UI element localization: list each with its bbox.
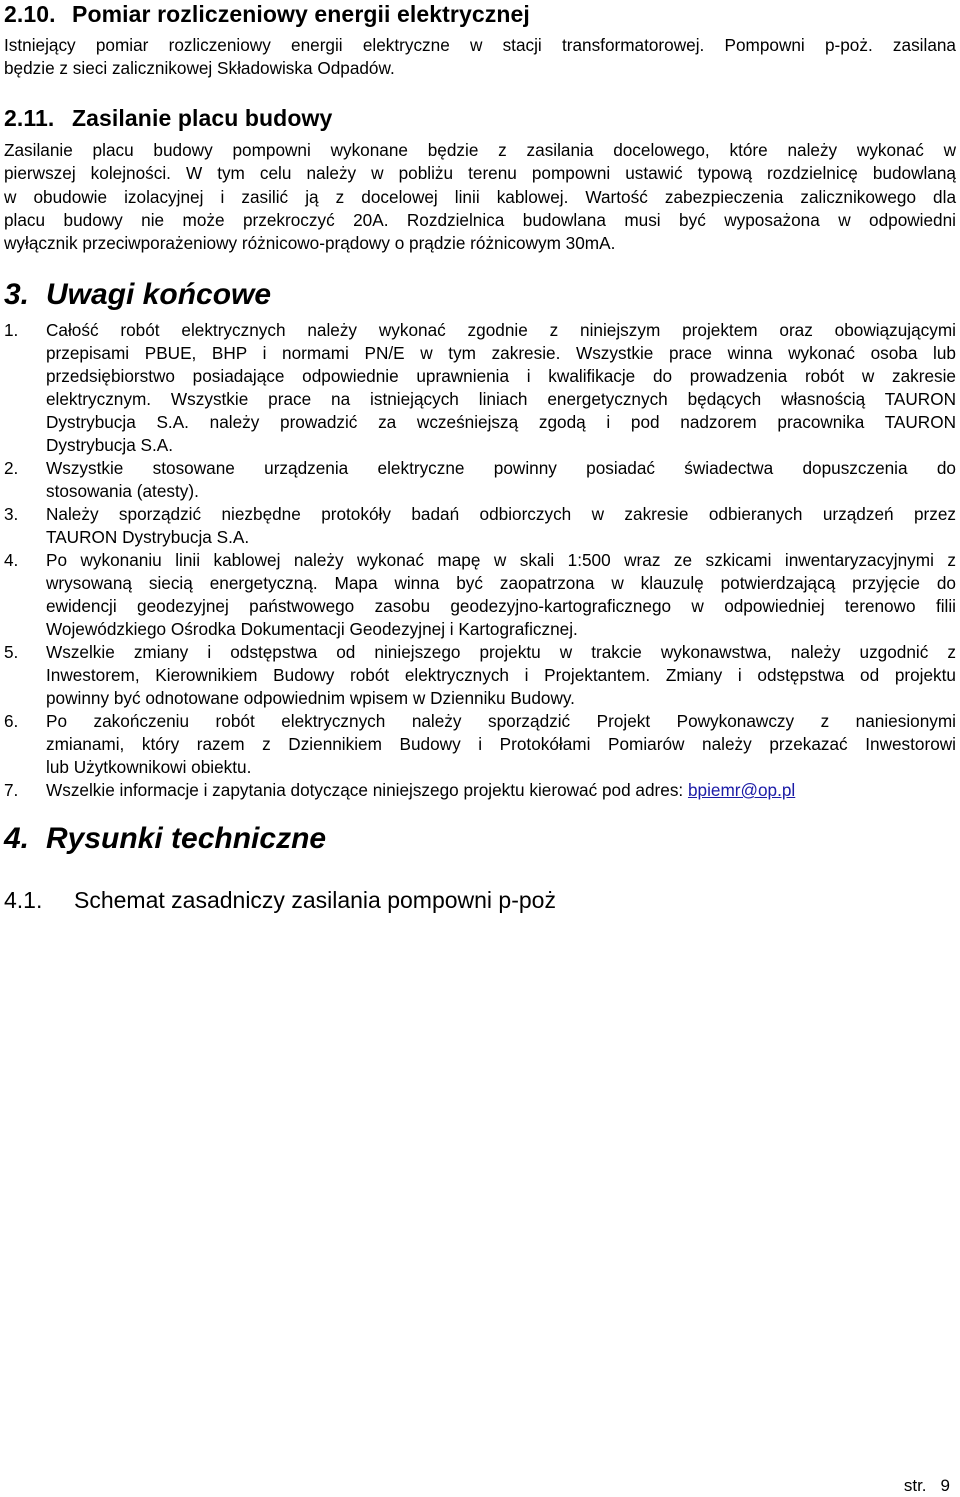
page-number: 9 — [940, 1476, 950, 1495]
list-item — [4, 503, 956, 549]
section-heading-4-1 — [4, 887, 556, 914]
list-item-number: 6. — [4, 711, 19, 731]
paragraph-line: będzie z sieci zalicznikowej Składowiska Odpadów. — [4, 58, 395, 79]
paragraph-line: pierwszej kolejności. W tym celu należy w pobliżu terenu pompowni ustawić typową rozdzielnicę budowlaną — [4, 163, 956, 184]
section-heading-2-10 — [4, 1, 530, 28]
list-item-line: Wojewódzkiego Ośrodka Dokumentacji Geodezyjnej i Kartograficznej. — [46, 619, 578, 639]
list-item-line: elektrycznym. Wszystkie prace na istniejących liniach energetycznych będących własnością TAURON — [46, 389, 956, 409]
list-item-line: ewidencji geodezyjnej państwowego zasobu geodezyjno-kartograficznego w odpowiedniej terenowo filii — [46, 596, 956, 616]
list-item-line: zmianami, który razem z Dziennikiem Budowy i Protokółami Pomiarów należy przekazać Inwestorowi — [46, 734, 956, 754]
section-title: Pomiar rozliczeniowy energii elektrycznej — [72, 1, 530, 27]
paragraph-line: w obudowie izolacyjnej i zasilić ją z docelowej linii kablowej. Wartość zabezpieczenia zalicznikowego dla — [4, 186, 956, 207]
section-heading-4 — [4, 822, 326, 856]
list-item — [4, 710, 956, 779]
list-item — [4, 641, 956, 710]
list-item-number: 7. — [4, 780, 19, 800]
list-item-line: Inwestorem, Kierownikiem Budowy robót elektrycznych i Projektantem. Zmiany i odstępstwa od projektu — [46, 665, 956, 685]
section-number: 4. — [4, 822, 30, 855]
page-footer — [904, 1476, 950, 1496]
paragraph-line: Zasilanie placu budowy pompowni wykonane będzie z zasilania docelowego, które należy wykonać w — [4, 140, 956, 160]
list-item-number: 5. — [4, 642, 19, 662]
list-item-line: przepisami PBUE, BHP i normami PN/E w tym zakresie. Wszystkie prace winna wykonać osoba lub — [46, 343, 956, 363]
paragraph-line: wyłącznik przeciwporażeniowy różnicowo-prądowy o prądzie różnicowym 30mA. — [4, 233, 616, 254]
list-item — [4, 549, 956, 641]
list-item-number: 2. — [4, 458, 19, 478]
section-title: Zasilanie placu budowy — [72, 105, 333, 131]
list-item-number: 3. — [4, 504, 19, 524]
list-item-line: wrysowaną siecią energetyczną. Mapa winna być zaopatrzona w klauzulę potwierdzającą przyjęcie do — [46, 573, 956, 593]
list-item-line: stosowania (atesty). — [46, 481, 199, 501]
section-title: Schemat zasadniczy zasilania pompowni p-poż — [74, 887, 556, 913]
list-item-line: Wszelkie zmiany i odstępstwa od niniejszego projektu w trakcie wykonawstwa, należy uzgodnić z — [46, 642, 956, 662]
section-number: 2.11. — [4, 105, 55, 131]
list-item-line: Dystrybucja S.A. należy prowadzić za wcześniejszą zgodą i pod nadzorem pracownika TAURON — [46, 412, 956, 432]
list-item-line — [46, 779, 956, 802]
list-item-line: lub Użytkownikowi obiektu. — [46, 757, 252, 777]
list-item-line: Dystrybucja S.A. — [46, 435, 174, 455]
list-item-line: Wszystkie stosowane urządzenia elektryczne powinny posiadać świadectwa dopuszczenia do — [46, 458, 956, 478]
list-item-line: Po zakończeniu robót elektrycznych należy sporządzić Projekt Powykonawczy z naniesionymi — [46, 711, 956, 731]
final-remarks-list — [4, 319, 956, 802]
list-item — [4, 457, 956, 503]
section-heading-2-11 — [4, 105, 332, 132]
section-number: 2.10. — [4, 1, 56, 27]
list-item-line: powinny być odnotowane odpowiednim wpisem w Dzienniku Budowy. — [46, 688, 575, 708]
list-item-number: 4. — [4, 550, 19, 570]
section-title: Rysunki techniczne — [46, 822, 327, 855]
list-item-line: Całość robót elektrycznych należy wykonać zgodnie z niniejszym projektem oraz obowiązującymi — [46, 320, 956, 340]
list-item-line: przedsiębiorstwo posiadające odpowiednie uprawnienia i kwalifikacje do prowadzenia robót w zakresie — [46, 366, 956, 386]
list-item-line: Po wykonaniu linii kablowej należy wykonać mapę w skali 1:500 wraz ze szkicami inwentaryzacyjnymi z — [46, 550, 956, 570]
list-item-number: 1. — [4, 320, 19, 340]
section-heading-3 — [4, 278, 271, 312]
paragraph-2-11 — [4, 139, 956, 255]
list-item — [4, 319, 956, 457]
paragraph-2-10 — [4, 34, 956, 81]
paragraph-line: placu budowy nie może przekroczyć 20A. Rozdzielnica budowlana musi być wyposażona w odpowiedni — [4, 209, 956, 230]
paragraph-line: Istniejący pomiar rozliczeniowy energii elektryczne w stacji transformatorowej. Pompowni p-poż. zasilana — [4, 35, 956, 55]
list-item-line: Należy sporządzić niezbędne protokóły badań odbiorczych w zakresie odbieranych urządzeń przez — [46, 504, 956, 524]
list-item-line: TAURON Dystrybucja S.A. — [46, 527, 250, 547]
list-item — [4, 779, 956, 802]
section-number: 3. — [4, 278, 30, 311]
page-label: str. — [903, 1476, 927, 1495]
email-link[interactable]: bpiemr@op.pl — [687, 780, 796, 800]
list-item-text: Wszelkie informacje i zapytania dotyczące niniejszego projektu kierować pod adres: — [46, 780, 688, 800]
section-title: Uwagi końcowe — [46, 278, 272, 311]
section-number: 4.1. — [4, 887, 43, 913]
